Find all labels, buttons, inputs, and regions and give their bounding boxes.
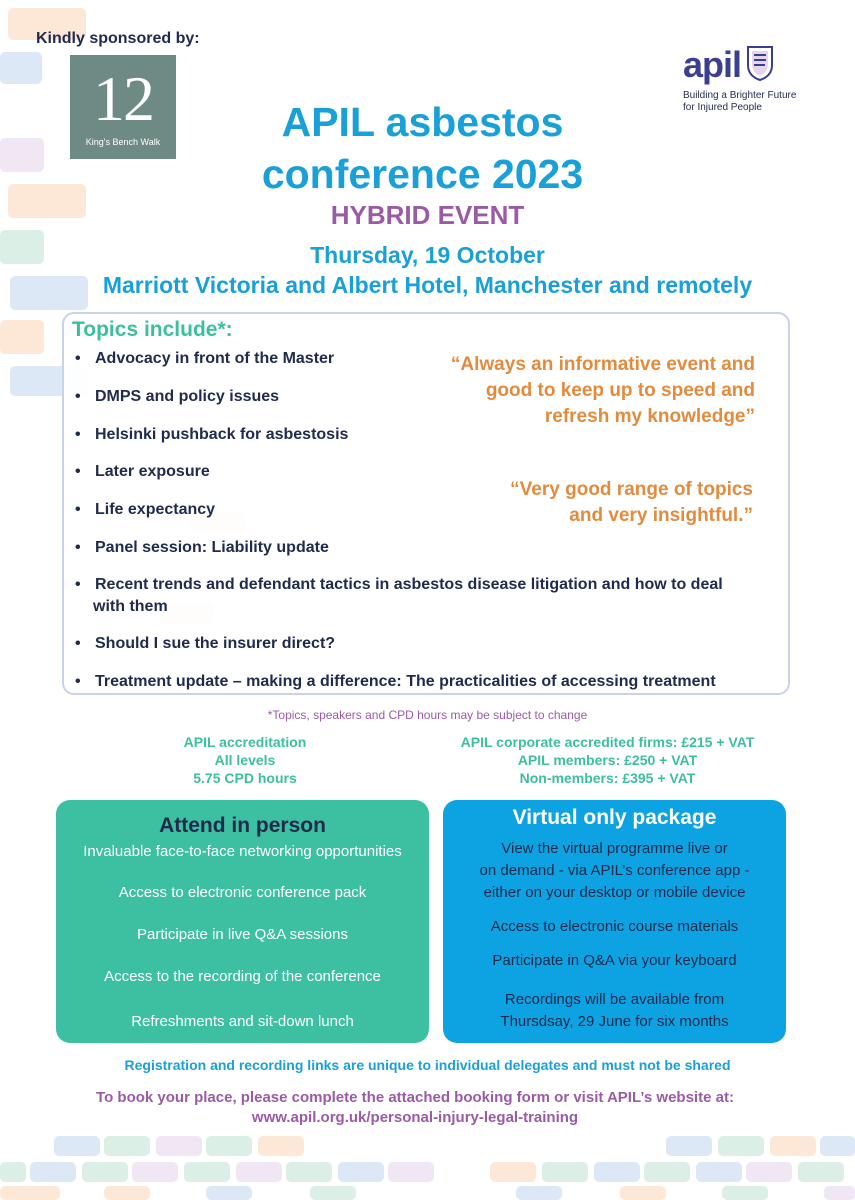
virtual-item: Participate in Q&A via your keyboard: [492, 952, 737, 969]
topic-item: [75, 499, 215, 520]
topic-text: Later exposure: [95, 463, 210, 480]
quote-line: “Always an informative event and: [450, 354, 755, 375]
topic-text: Life expectancy: [95, 501, 216, 518]
topic-text: Should I sue the insurer direct?: [95, 635, 336, 652]
in-person-title: Attend in person: [159, 814, 326, 837]
title-line2: conference 2023: [261, 151, 584, 197]
virtual-item: on demand - via APIL’s conference app -: [479, 862, 750, 879]
topic-text: Helsinki pushback for asbestosis: [95, 426, 349, 443]
price-non-members: Non-members: £395 + VAT: [519, 770, 696, 786]
virtual-card: [443, 800, 786, 1043]
testimonial-quote: [420, 352, 755, 430]
sponsor-logo: [70, 55, 176, 159]
topic-item-continued: with them: [93, 598, 168, 615]
bullet: •: [75, 539, 81, 556]
topic-item: [75, 633, 335, 654]
topic-text: Recent trends and defendant tactics in asbestos disease litigation and how to deal: [95, 576, 723, 593]
topic-item: [75, 574, 723, 595]
shield-icon: [747, 45, 773, 86]
topic-item: [75, 537, 329, 558]
quote-line: refresh my knowledge”: [544, 406, 755, 427]
bullet: •: [75, 426, 81, 443]
event-date: Thursday, 19 October: [310, 242, 545, 268]
topic-text: Treatment update – making a difference: The practicalities of accessing treatment: [95, 673, 716, 690]
apil-tagline-line2: for Injured People: [683, 102, 762, 113]
virtual-item: Recordings will be available from: [504, 991, 725, 1008]
topics-heading: Topics include*:: [72, 318, 233, 341]
pricing-info: [440, 733, 775, 787]
booking-info: [0, 1088, 830, 1128]
registration-warning: Registration and recording links are unique to individual delegates and must not be shared: [124, 1057, 731, 1073]
in-person-card: [56, 800, 429, 1043]
bullet: •: [75, 388, 81, 405]
in-person-item: Access to electronic conference pack: [118, 884, 367, 901]
testimonial-quote: [470, 477, 753, 529]
sponsor-logo-number: 12: [93, 63, 153, 134]
topic-item: [75, 348, 334, 369]
in-person-item: Refreshments and sit-down lunch: [131, 1013, 354, 1030]
bullet: •: [75, 350, 81, 367]
virtual-title: Virtual only package: [512, 806, 717, 829]
quote-line: and very insightful.”: [569, 505, 753, 526]
apil-tagline-line1: Building a Brighter Future: [683, 90, 797, 101]
topic-item: [75, 386, 279, 407]
in-person-item: Invaluable face-to-face networking opportunities: [83, 843, 402, 860]
apil-logo: [683, 44, 803, 114]
event-type: HYBRID EVENT: [330, 200, 525, 230]
booking-url-link[interactable]: www.apil.org.uk/personal-injury-legal-training: [251, 1109, 579, 1126]
price-members: APIL members: £250 + VAT: [517, 752, 698, 768]
price-corporate: APIL corporate accredited firms: £215 + VAT: [460, 734, 755, 750]
event-details: [0, 240, 855, 300]
apil-wordmark: apil: [683, 44, 742, 85]
topic-text: Advocacy in front of the Master: [95, 350, 335, 367]
accreditation-line: 5.75 CPD hours: [193, 770, 297, 786]
bullet: •: [75, 673, 81, 690]
topic-item: [75, 424, 348, 445]
event-venue: Marriott Victoria and Albert Hotel, Manchester and remotely: [102, 272, 753, 298]
topic-item: [75, 461, 210, 482]
sponsor-logo-name: King's Bench Walk: [85, 137, 161, 147]
in-person-item: Access to the recording of the conference: [104, 968, 381, 985]
bullet: •: [75, 463, 81, 480]
bullet: •: [75, 635, 81, 652]
sponsor-label: Kindly sponsored by:: [36, 30, 200, 47]
accreditation-info: [170, 733, 320, 787]
booking-instructions: To book your place, please complete the attached booking form or visit APIL’s website at:: [96, 1089, 734, 1106]
virtual-item: Access to electronic course materials: [490, 918, 739, 935]
page-title: [200, 96, 645, 200]
in-person-item: Participate in live Q&A sessions: [137, 926, 348, 943]
topic-text: Panel session: Liability update: [95, 539, 329, 556]
topic-text: DMPS and policy issues: [95, 388, 280, 405]
quote-line: good to keep up to speed and: [485, 380, 755, 401]
accreditation-line: APIL accreditation: [183, 734, 307, 750]
virtual-item: Thursdsay, 29 June for six months: [500, 1013, 729, 1030]
virtual-item: View the virtual programme live or: [501, 840, 728, 857]
topics-disclaimer: *Topics, speakers and CPD hours may be subject to change: [267, 708, 588, 722]
quote-line: “Very good range of topics: [510, 479, 753, 500]
topic-item: [75, 671, 716, 692]
bullet: •: [75, 501, 81, 518]
accreditation-line: All levels: [214, 752, 276, 768]
virtual-item: either on your desktop or mobile device: [483, 884, 746, 901]
bullet: •: [75, 576, 81, 593]
title-line1: APIL asbestos: [281, 99, 564, 145]
